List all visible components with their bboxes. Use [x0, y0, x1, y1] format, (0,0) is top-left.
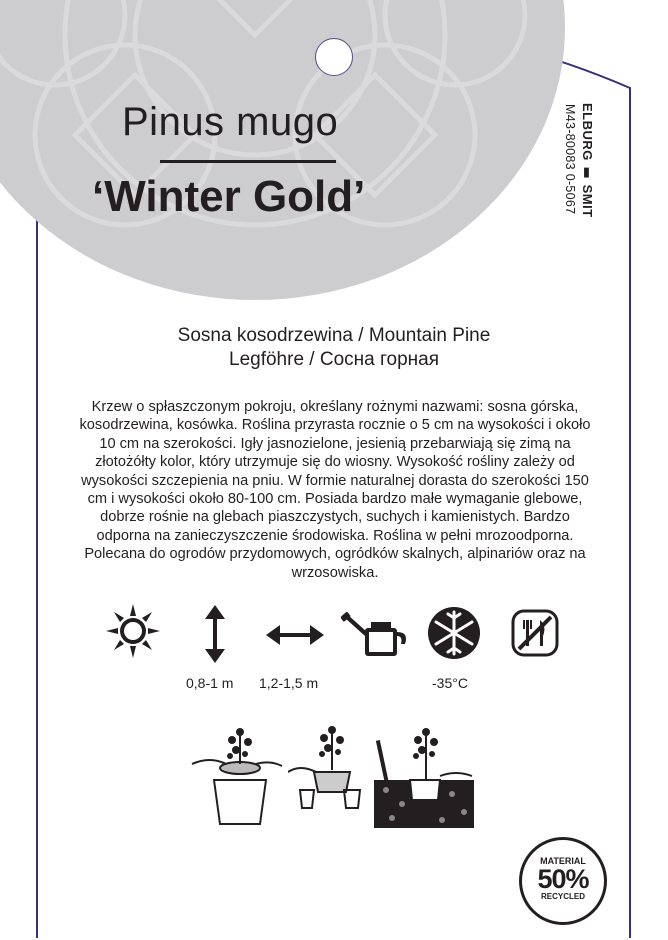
width-arrow-icon — [266, 624, 324, 646]
height-arrow-icon — [203, 605, 227, 663]
width-caption: 1,2-1,5 m — [259, 675, 319, 691]
frost-caption: -35°C — [432, 675, 468, 691]
frost-icon — [427, 606, 481, 660]
badge-bottom-text: RECYCLED — [540, 892, 585, 901]
recycled-material-badge — [519, 837, 607, 925]
product-code: M43-80083 0-5067 — [563, 104, 577, 215]
common-names-line1: Sosna kosodrzewina / Mountain Pine — [177, 325, 491, 346]
common-names-line2: Legföhre / Сосна горная — [229, 349, 439, 370]
latin-name: Pinus mugo — [122, 100, 339, 144]
name-divider — [160, 160, 336, 163]
sun-icon — [105, 603, 161, 659]
hanging-hole — [315, 38, 353, 76]
height-caption: 0,8-1 m — [186, 675, 234, 691]
watering-can-icon — [341, 612, 409, 658]
pot-removal-icon — [190, 720, 285, 828]
soak-roots-icon — [288, 720, 368, 815]
badge-top-text: MATERIAL — [540, 856, 586, 866]
description: Krzew o spłaszczonym pokroju, określany rożnymi nazwami: sosna górska, kosodrzewina, kosówka. Roślina przyrasta rocznie o 5 cm na wysokości i około 10 cm na szerokości. Igły jasnozielone, jesienią przebarwiają się zimą na złotożółty kolor, który utrzymuje się do wiosny. Wysokość rośliny zależy od wysokości szczepienia na pniu. W formie naturalnej dorasta do szerokości 150 cm i wysokości około 80-100 cm. Posiada bardzo małe wymaganie glebowe, dobrze rośnie na glebach piaszczystych, suchych i kamienistych. Bardzo odporna na zanieczyszczenie środowiska. Roślina w pełni mrozoodporna. Polecana do ogrodów przydomowych, ogródków skalnych, alpinariów oraz na wrzosowiska. — [79, 399, 591, 581]
brand-name: ELBURG ▮ SMIT — [580, 103, 595, 218]
plant-in-soil-icon — [372, 720, 477, 830]
badge-percent: 50% — [537, 864, 589, 894]
not-edible-icon — [510, 608, 560, 658]
cultivar-name: ‘Winter Gold’ — [92, 172, 366, 221]
